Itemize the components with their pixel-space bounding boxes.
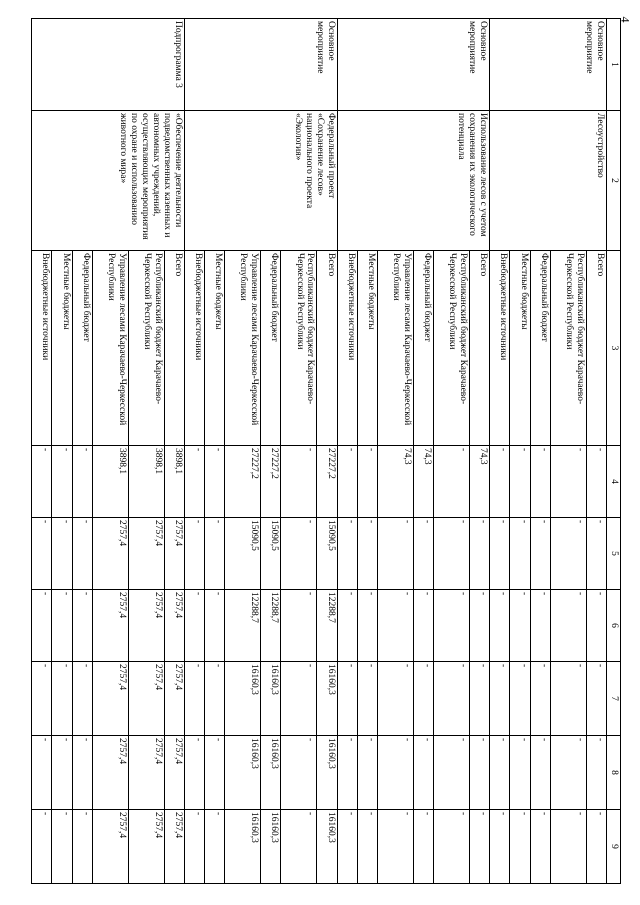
amount-cell: - [32,518,52,590]
amount-cell: 2757,4 [128,736,164,810]
amount-cell: 16160,3 [225,810,261,884]
header-row [607,19,621,884]
funding-source-cell: Федеральный бюджет [413,251,433,446]
amount-cell: - [434,662,470,736]
amount-cell: - [550,518,586,590]
amount-cell: 15090,5 [225,518,261,590]
amount-cell: - [52,590,72,662]
amount-cell: 2757,4 [164,736,184,810]
amount-cell: - [434,518,470,590]
amount-cell: 16160,3 [261,810,281,884]
amount-cell: - [205,446,225,518]
amount-cell: - [550,662,586,736]
column-header: 2 [607,111,621,251]
funding-source-cell: Внебюджетные источники [337,251,357,446]
amount-cell: - [413,518,433,590]
column-header: 8 [607,736,621,810]
amount-cell: - [205,518,225,590]
amount-cell: - [32,810,52,884]
activity-type-cell: Подпрограмма 3 [32,19,185,111]
rotated-page [31,18,621,883]
amount-cell: - [281,518,317,590]
funding-source-cell: Управление лесами Карачаево-Черкесской Республики [377,251,413,446]
amount-cell: - [72,446,92,518]
table-row [164,19,184,884]
funding-source-cell: Местные бюджеты [357,251,377,446]
amount-cell: - [530,736,550,810]
amount-cell: - [357,810,377,884]
amount-cell: - [586,810,606,884]
activity-type-cell: Основное мероприятие [337,19,490,111]
amount-cell: 16160,3 [261,736,281,810]
amount-cell: 2757,4 [164,518,184,590]
amount-cell: 15090,5 [317,518,337,590]
amount-cell: - [281,446,317,518]
amount-cell: - [510,518,530,590]
amount-cell: 12288,7 [225,590,261,662]
amount-cell: - [337,590,357,662]
amount-cell: - [413,662,433,736]
funding-source-cell: Всего [164,251,184,446]
amount-cell: - [377,810,413,884]
amount-cell: 2757,4 [164,590,184,662]
amount-cell: - [550,446,586,518]
amount-cell: - [470,590,490,662]
amount-cell: 16160,3 [317,736,337,810]
amount-cell: - [490,590,510,662]
amount-cell: 2757,4 [92,590,128,662]
amount-cell: - [205,736,225,810]
amount-cell: - [205,590,225,662]
activity-type-cell: Основное мероприятие [184,19,337,111]
amount-cell: - [530,810,550,884]
activity-type-cell: Основное мероприятие [490,19,607,111]
amount-cell: 27227,2 [225,446,261,518]
amount-cell: - [32,590,52,662]
amount-cell: - [490,662,510,736]
page-number: 4 [618,16,633,23]
table-row [317,19,337,884]
funding-source-cell: Местные бюджеты [205,251,225,446]
amount-cell: - [586,736,606,810]
amount-cell: - [337,446,357,518]
activity-name-cell: Федеральный проект «Сохранение лесов» национального проекта «Экология» [184,111,337,251]
amount-cell: 2757,4 [128,518,164,590]
amount-cell: 16160,3 [317,662,337,736]
amount-cell: - [52,736,72,810]
amount-cell: - [550,590,586,662]
amount-cell: - [337,810,357,884]
column-header: 7 [607,662,621,736]
amount-cell: - [530,518,550,590]
amount-cell: 27227,2 [317,446,337,518]
table-body [32,19,607,884]
funding-source-cell: Всего [317,251,337,446]
amount-cell: - [357,662,377,736]
amount-cell: - [470,810,490,884]
amount-cell: - [510,446,530,518]
funding-source-cell: Управление лесами Карачаево-Черкесской Республики [92,251,128,446]
budget-table [31,18,621,884]
amount-cell: - [530,446,550,518]
amount-cell: - [510,662,530,736]
amount-cell: 2757,4 [128,590,164,662]
amount-cell: 16160,3 [225,662,261,736]
amount-cell: 3898,1 [164,446,184,518]
amount-cell: - [586,662,606,736]
amount-cell: 16160,3 [225,736,261,810]
amount-cell: - [32,662,52,736]
funding-source-cell: Федеральный бюджет [261,251,281,446]
amount-cell: - [281,662,317,736]
amount-cell: - [377,662,413,736]
amount-cell: - [434,810,470,884]
amount-cell: - [184,446,204,518]
amount-cell: - [490,736,510,810]
amount-cell: - [470,736,490,810]
amount-cell: - [184,736,204,810]
amount-cell: - [510,810,530,884]
amount-cell: - [205,662,225,736]
amount-cell: - [377,736,413,810]
amount-cell: - [52,810,72,884]
amount-cell: - [510,736,530,810]
amount-cell: 15090,5 [261,518,281,590]
amount-cell: 16160,3 [317,810,337,884]
amount-cell: - [357,590,377,662]
amount-cell: - [530,662,550,736]
column-header: 3 [607,251,621,446]
funding-source-cell: Республиканский бюджет Карачаево-Черкесской Республики [550,251,586,446]
funding-source-cell: Местные бюджеты [510,251,530,446]
amount-cell: 3898,1 [128,446,164,518]
amount-cell: 2757,4 [128,662,164,736]
amount-cell: - [72,810,92,884]
amount-cell: 2757,4 [164,810,184,884]
column-header: 5 [607,518,621,590]
funding-source-cell: Республиканский бюджет Карачаево-Черкесской Республики [128,251,164,446]
amount-cell: 2757,4 [92,736,128,810]
amount-cell: - [357,736,377,810]
amount-cell: - [32,736,52,810]
column-header: 6 [607,590,621,662]
activity-name-cell: Лесоустройство [490,111,607,251]
funding-source-cell: Всего [470,251,490,446]
amount-cell: 74,3 [470,446,490,518]
amount-cell: - [413,590,433,662]
amount-cell: - [490,810,510,884]
amount-cell: 2757,4 [92,810,128,884]
amount-cell: 2757,4 [164,662,184,736]
funding-source-cell: Всего [586,251,606,446]
amount-cell: - [413,810,433,884]
amount-cell: - [470,662,490,736]
amount-cell: - [470,518,490,590]
amount-cell: - [72,518,92,590]
amount-cell: - [434,736,470,810]
amount-cell: - [337,662,357,736]
amount-cell: - [434,590,470,662]
amount-cell: - [377,590,413,662]
amount-cell: - [510,590,530,662]
funding-source-cell: Внебюджетные источники [490,251,510,446]
funding-source-cell: Управление лесами Карачаево-Черкесской Республики [225,251,261,446]
amount-cell: 16160,3 [261,662,281,736]
amount-cell: 3898,1 [92,446,128,518]
amount-cell: - [281,736,317,810]
funding-source-cell: Федеральный бюджет [530,251,550,446]
amount-cell: - [530,590,550,662]
column-header: 9 [607,810,621,884]
amount-cell: - [550,736,586,810]
amount-cell: - [52,518,72,590]
amount-cell: - [184,518,204,590]
funding-source-cell: Республиканский бюджет Карачаево-Черкесской Республики [281,251,317,446]
amount-cell: - [377,518,413,590]
funding-source-cell: Внебюджетные источники [184,251,204,446]
amount-cell: - [413,736,433,810]
amount-cell: 2757,4 [92,662,128,736]
amount-cell: - [337,518,357,590]
amount-cell: 27227,2 [261,446,281,518]
amount-cell: - [184,662,204,736]
amount-cell: - [586,518,606,590]
amount-cell: 12288,7 [317,590,337,662]
amount-cell: - [184,810,204,884]
amount-cell: 2757,4 [128,810,164,884]
amount-cell: - [281,810,317,884]
amount-cell: - [337,736,357,810]
table-row [586,19,606,884]
amount-cell: 2757,4 [92,518,128,590]
amount-cell: - [357,446,377,518]
amount-cell: 74,3 [377,446,413,518]
activity-name-cell: Использование лесов с учетом сохранения их экологического потенциала [337,111,490,251]
funding-source-cell: Федеральный бюджет [72,251,92,446]
amount-cell: - [357,518,377,590]
funding-source-cell: Внебюджетные источники [32,251,52,446]
amount-cell: - [434,446,470,518]
amount-cell: - [52,446,72,518]
table-row [470,19,490,884]
amount-cell: - [32,446,52,518]
amount-cell: 12288,7 [261,590,281,662]
column-header: 1 [607,19,621,111]
amount-cell: - [586,446,606,518]
amount-cell: - [72,662,92,736]
amount-cell: - [550,810,586,884]
amount-cell: - [52,662,72,736]
amount-cell: - [205,810,225,884]
funding-source-cell: Местные бюджеты [52,251,72,446]
amount-cell: - [72,736,92,810]
amount-cell: - [490,518,510,590]
activity-name-cell: «Обеспечение деятельности подведомственных казенных и автономных учреждений, осуществляющих мероприятия по охране и использованию животного мира» [32,111,185,251]
column-header: 4 [607,446,621,518]
amount-cell: - [184,590,204,662]
funding-source-cell: Республиканский бюджет Карачаево-Черкесской Республики [434,251,470,446]
amount-cell: - [490,446,510,518]
amount-cell: - [586,590,606,662]
amount-cell: 74,3 [413,446,433,518]
amount-cell: - [281,590,317,662]
amount-cell: - [72,590,92,662]
